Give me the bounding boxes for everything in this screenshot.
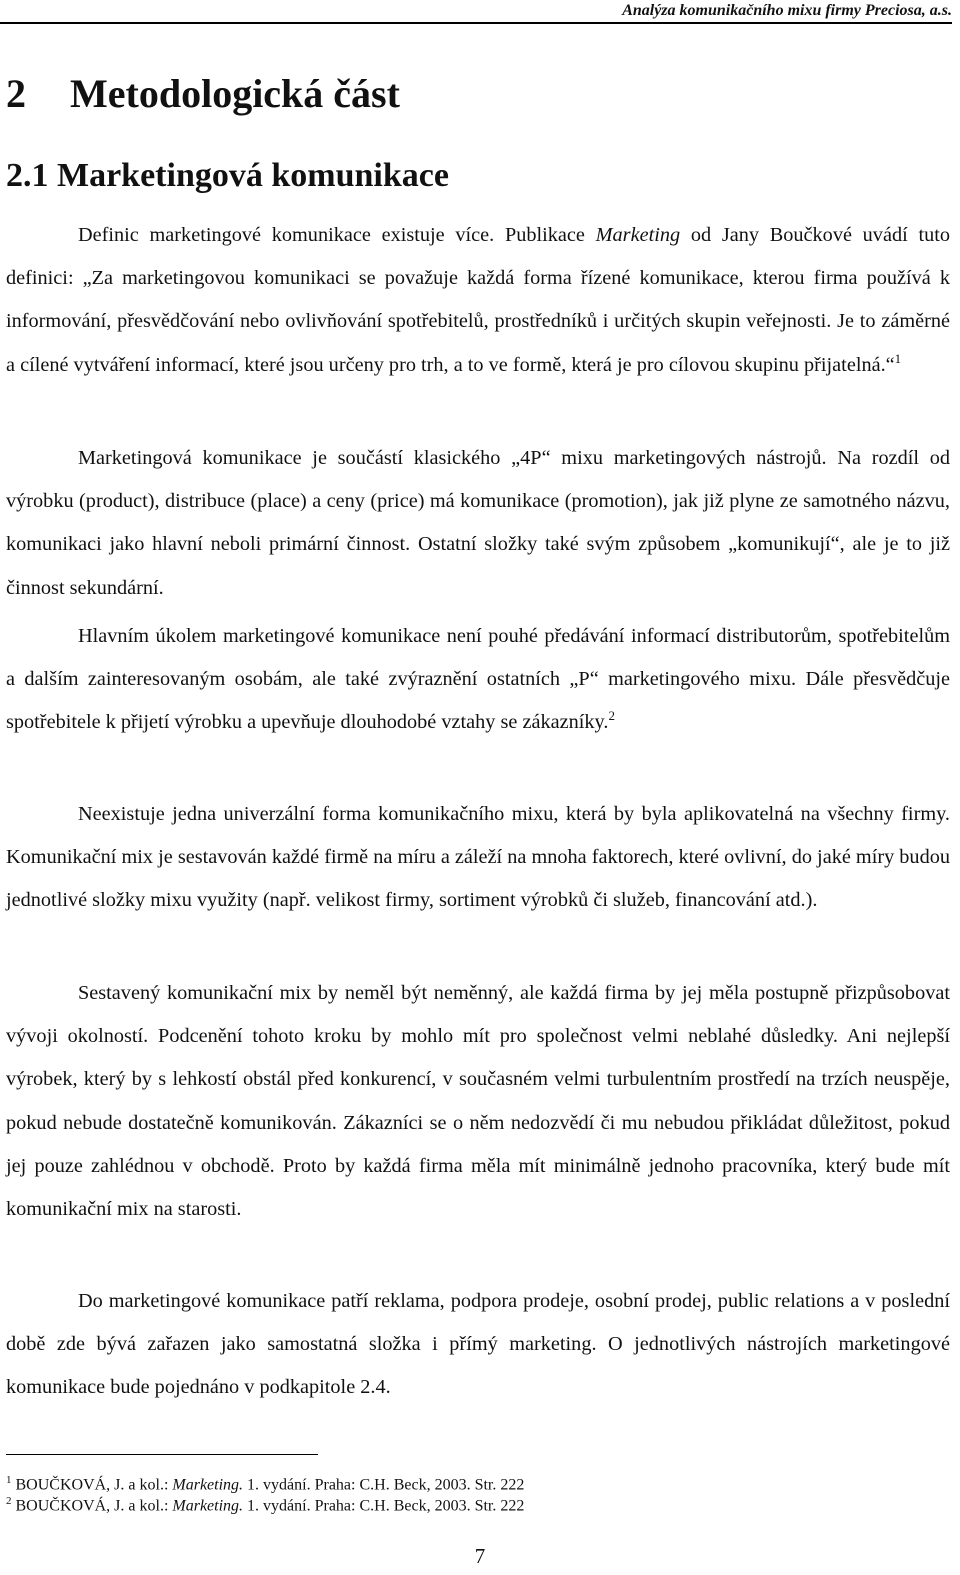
footnote-separator	[6, 1454, 318, 1455]
paragraph-adaptation: Sestavený komunikační mix by neměl být neměnný, ale každá firma by jej měla postupně přizpůsobovat vývoji okolností. Podcenění tohoto kroku by mohlo mít pro společnost velmi neblahé důsledky. Ani nejlepší výrobek, který by s lehkostí obstál před konkurencí, v současném velmi turbulentním prostředí na trzích neuspěje, pokud nebude dostatečně komunikován. Zákazníci se o něm nedozvědí či mu nebudou přikládat důležitost, pokud jej pouze zahlédnou v obchodě. Proto by každá firma měla mít minimálně jednoho pracovníka, který bude mít komunikační mix na starosti.	[6, 982, 950, 1221]
footnote-work: Marketing.	[172, 1476, 244, 1494]
footnote-details: 1. vydání. Praha: C.H. Beck, 2003. Str. 222	[243, 1476, 525, 1494]
footnote-details: 1. vydání. Praha: C.H. Beck, 2003. Str. 222	[243, 1497, 525, 1515]
footnote-author: BOUČKOVÁ, J. a kol.:	[15, 1497, 173, 1515]
footnote-reference: 1	[894, 350, 902, 366]
footnote-reference: 2	[608, 708, 615, 724]
page-number: 7	[474, 1544, 486, 1568]
section-heading: 2.1 Marketingová komunikace	[6, 157, 449, 194]
paragraph-text: Definic marketingové komunikace existuje více. Publikace	[78, 224, 596, 246]
footnote-mark: 2	[6, 1495, 12, 1507]
paragraph-definition	[6, 214, 950, 387]
publication-title: Marketing	[595, 224, 681, 246]
footnote-mark: 1	[6, 1474, 12, 1486]
paragraph-tools: Do marketingové komunikace patří reklama, podpora prodeje, osobní prodej, public relations a v poslední době zde bývá zařazen jako samostatná složka i přímý marketing. O jednotlivých nástrojích marketingové komunikace bude pojednáno v podkapitole 2.4.	[6, 1290, 950, 1399]
paragraph-text: od Jany Boučkové uvádí tuto definici: „Za marketingovou komunikaci se považuje každá forma řízené komunikace, kterou firma používá k informování, přesvědčování nebo ovlivňování spotřebitelů, prostředníků i určitých skupin veřejnosti. Je to záměrné a cílené vytváření informací, které jsou určeny pro trh, a to ve formě, která je pro cílovou skupinu přijatelná.“	[6, 224, 950, 376]
chapter-heading	[6, 68, 400, 120]
paragraph-text: Hlavním úkolem marketingové komunikace není pouhé předávání informací distributorům, spotřebitelům a dalším zainteresovaným osobám, ale také zvýraznění ostatních „P“ marketingového mixu. Dále přesvědčuje spotřebitele k přijetí výrobku a upevňuje dlouhodobé vztahy se zákazníky.	[6, 625, 950, 734]
paragraph-main-task	[6, 615, 950, 745]
chapter-title: Metodologická část	[70, 71, 400, 116]
paragraph-4p-mix: Marketingová komunikace je součástí klasického „4P“ mixu marketingových nástrojů. Na rozdíl od výrobku (product), distribuce (place) a ceny (price) má komunikace (promotion), jak již plyne ze samotného názvu, komunikaci jako hlavní neboli primární činnost. Ostatní složky také svým způsobem „komunikují“, ale je to již činnost sekundární.	[6, 447, 950, 599]
footnote-work: Marketing.	[172, 1497, 244, 1515]
chapter-number: 2	[6, 71, 26, 116]
running-header: Analýza komunikačního mixu firmy Preciosa, a.s.	[0, 0, 952, 24]
footnote-author: BOUČKOVÁ, J. a kol.:	[15, 1476, 173, 1494]
footnote	[6, 1491, 524, 1516]
paragraph-no-universal-form: Neexistuje jedna univerzální forma komunikačního mixu, která by byla aplikovatelná na všechny firmy. Komunikační mix je sestavován každé firmě na míru a záleží na mnoha faktorech, které ovlivní, do jaké míry budou jednotlivé složky mixu využity (např. velikost firmy, sortiment výrobků či služeb, financování atd.).	[6, 803, 950, 912]
